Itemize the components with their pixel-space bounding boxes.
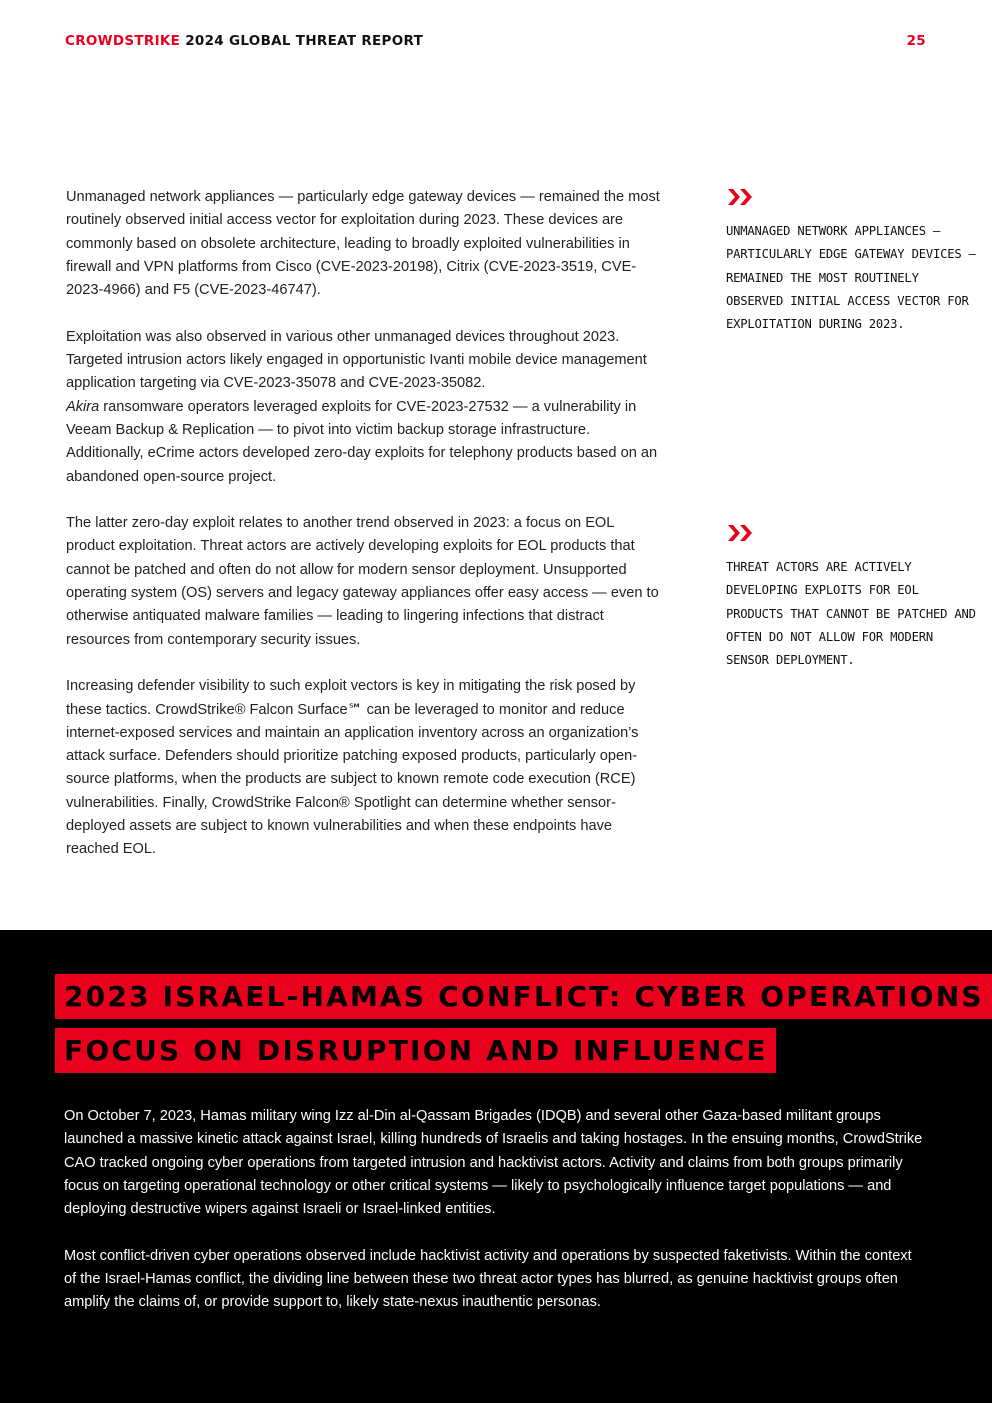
akira-name: Akira bbox=[66, 398, 100, 415]
main-text-column bbox=[66, 186, 664, 885]
double-chevron-icon bbox=[728, 524, 754, 542]
brand-name: CROWDSTRIKE bbox=[65, 33, 181, 49]
page-number: 25 bbox=[906, 33, 926, 49]
headline-line-1: 2023 ISRAEL-HAMAS CONFLICT: CYBER OPERATIONS bbox=[55, 974, 992, 1019]
paragraph-defender-visibility: Increasing defender visibility to such exploit vectors is key in mitigating the risk posed by these tactics. CrowdStrike® Falcon Surface℠ can be leveraged to monitor and reduce internet-exposed services and maintain an application inventory across an organization’s attack surface. Defenders should prioritize patching exposed products, particularly open-source platforms, when the products are subject to known remote code execution (RCE) vulnerabilities. Finally, CrowdStrike Falcon® Spotlight can determine whether sensor-deployed assets are subject to known vulnerabilities and when these endpoints have reached EOL. bbox=[66, 678, 639, 858]
report-title: 2024 GLOBAL THREAT REPORT bbox=[185, 33, 424, 49]
paragraph-edge-devices: Unmanaged network appliances — particularly edge gateway devices — remained the most routinely observed initial access vector for exploitation during 2023. These devices are commonly based on obsolete architecture, leading to broadly exploited vulnerabilities in firewall and VPN platforms from Cisco (CVE-2023-20198), Citrix (CVE-2023-3519, CVE-2023-4966) and F5 (CVE-2023-46747). bbox=[66, 189, 660, 299]
pullquote-text: THREAT ACTORS ARE ACTIVELY DEVELOPING EXPLOITS FOR EOL PRODUCTS THAT CANNOT BE PATCHED AND OFTEN DO NOT ALLOW FOR MODERN SENSOR DEPLOYMENT. bbox=[726, 560, 976, 668]
headline-line-2: FOCUS ON DISRUPTION AND INFLUENCE bbox=[55, 1028, 776, 1073]
paragraph-october-attack: On October 7, 2023, Hamas military wing Izz al-Din al-Qassam Brigades (IDQB) and several other Gaza-based militant groups launched a massive kinetic attack against Israel, killing hundreds of Israelis and taking hostages. In the ensuing months, CrowdStrike CAO tracked ongoing cyber operations from targeted intrusion and hacktivist actors. Activity and claims from both groups primarily focus on targeting operational technology or other critical systems — likely to psychologically influence target populations — and deploying destructive wipers against Israeli or Israel-linked entities. bbox=[64, 1108, 923, 1218]
akira-text: ransomware operators leveraged exploits for CVE-2023-27532 — a vulnerability in Veeam Backup & Replication — to pivot into victim backup storage infrastructure. Additionally, eCrime actors developed zero-day exploits for telephony products based on an abandoned open-source project. bbox=[66, 398, 658, 485]
paragraph-hacktivists: Most conflict-driven cyber operations observed include hacktivist activity and operations by suspected faketivists. Within the context of the Israel-Hamas conflict, the dividing line between these two threat actor types has blurred, as genuine hacktivist groups often amplify the claims of, or provide support to, likely state-nexus inauthentic personas. bbox=[64, 1247, 912, 1311]
conflict-section-body bbox=[64, 1105, 924, 1338]
paragraph-unmanaged-devices bbox=[66, 326, 664, 489]
paragraph-eol-exploitation: The latter zero-day exploit relates to another trend observed in 2023: a focus on EOL product exploitation. Threat actors are actively developing exploits for EOL products that cannot be patched and often do not allow for modern sensor deployment. Unsupported operating system (OS) servers and legacy gateway appliances offer easy access — even to otherwise antiquated malware families — leading to lingering infections that distract resources from contemporary security issues. bbox=[66, 515, 659, 648]
pullquote-edge-devices bbox=[726, 188, 976, 336]
page-header bbox=[65, 33, 926, 51]
pullquote-text: UNMANAGED NETWORK APPLIANCES — PARTICULARLY EDGE GATEWAY DEVICES — REMAINED THE MOST ROUTINELY OBSERVED INITIAL ACCESS VECTOR FOR EXPLOITATION DURING 2023. bbox=[726, 224, 976, 332]
pullquote-eol-products bbox=[726, 524, 976, 672]
paragraph-unmanaged-devices-lead: Exploitation was also observed in various other unmanaged devices throughout 2023. Targeted intrusion actors likely engaged in opportunistic Ivanti mobile device management application targeting via CVE-2023-35078 and CVE-2023-35082. bbox=[66, 328, 647, 392]
double-chevron-icon bbox=[728, 188, 754, 206]
section-headline bbox=[55, 974, 984, 1073]
